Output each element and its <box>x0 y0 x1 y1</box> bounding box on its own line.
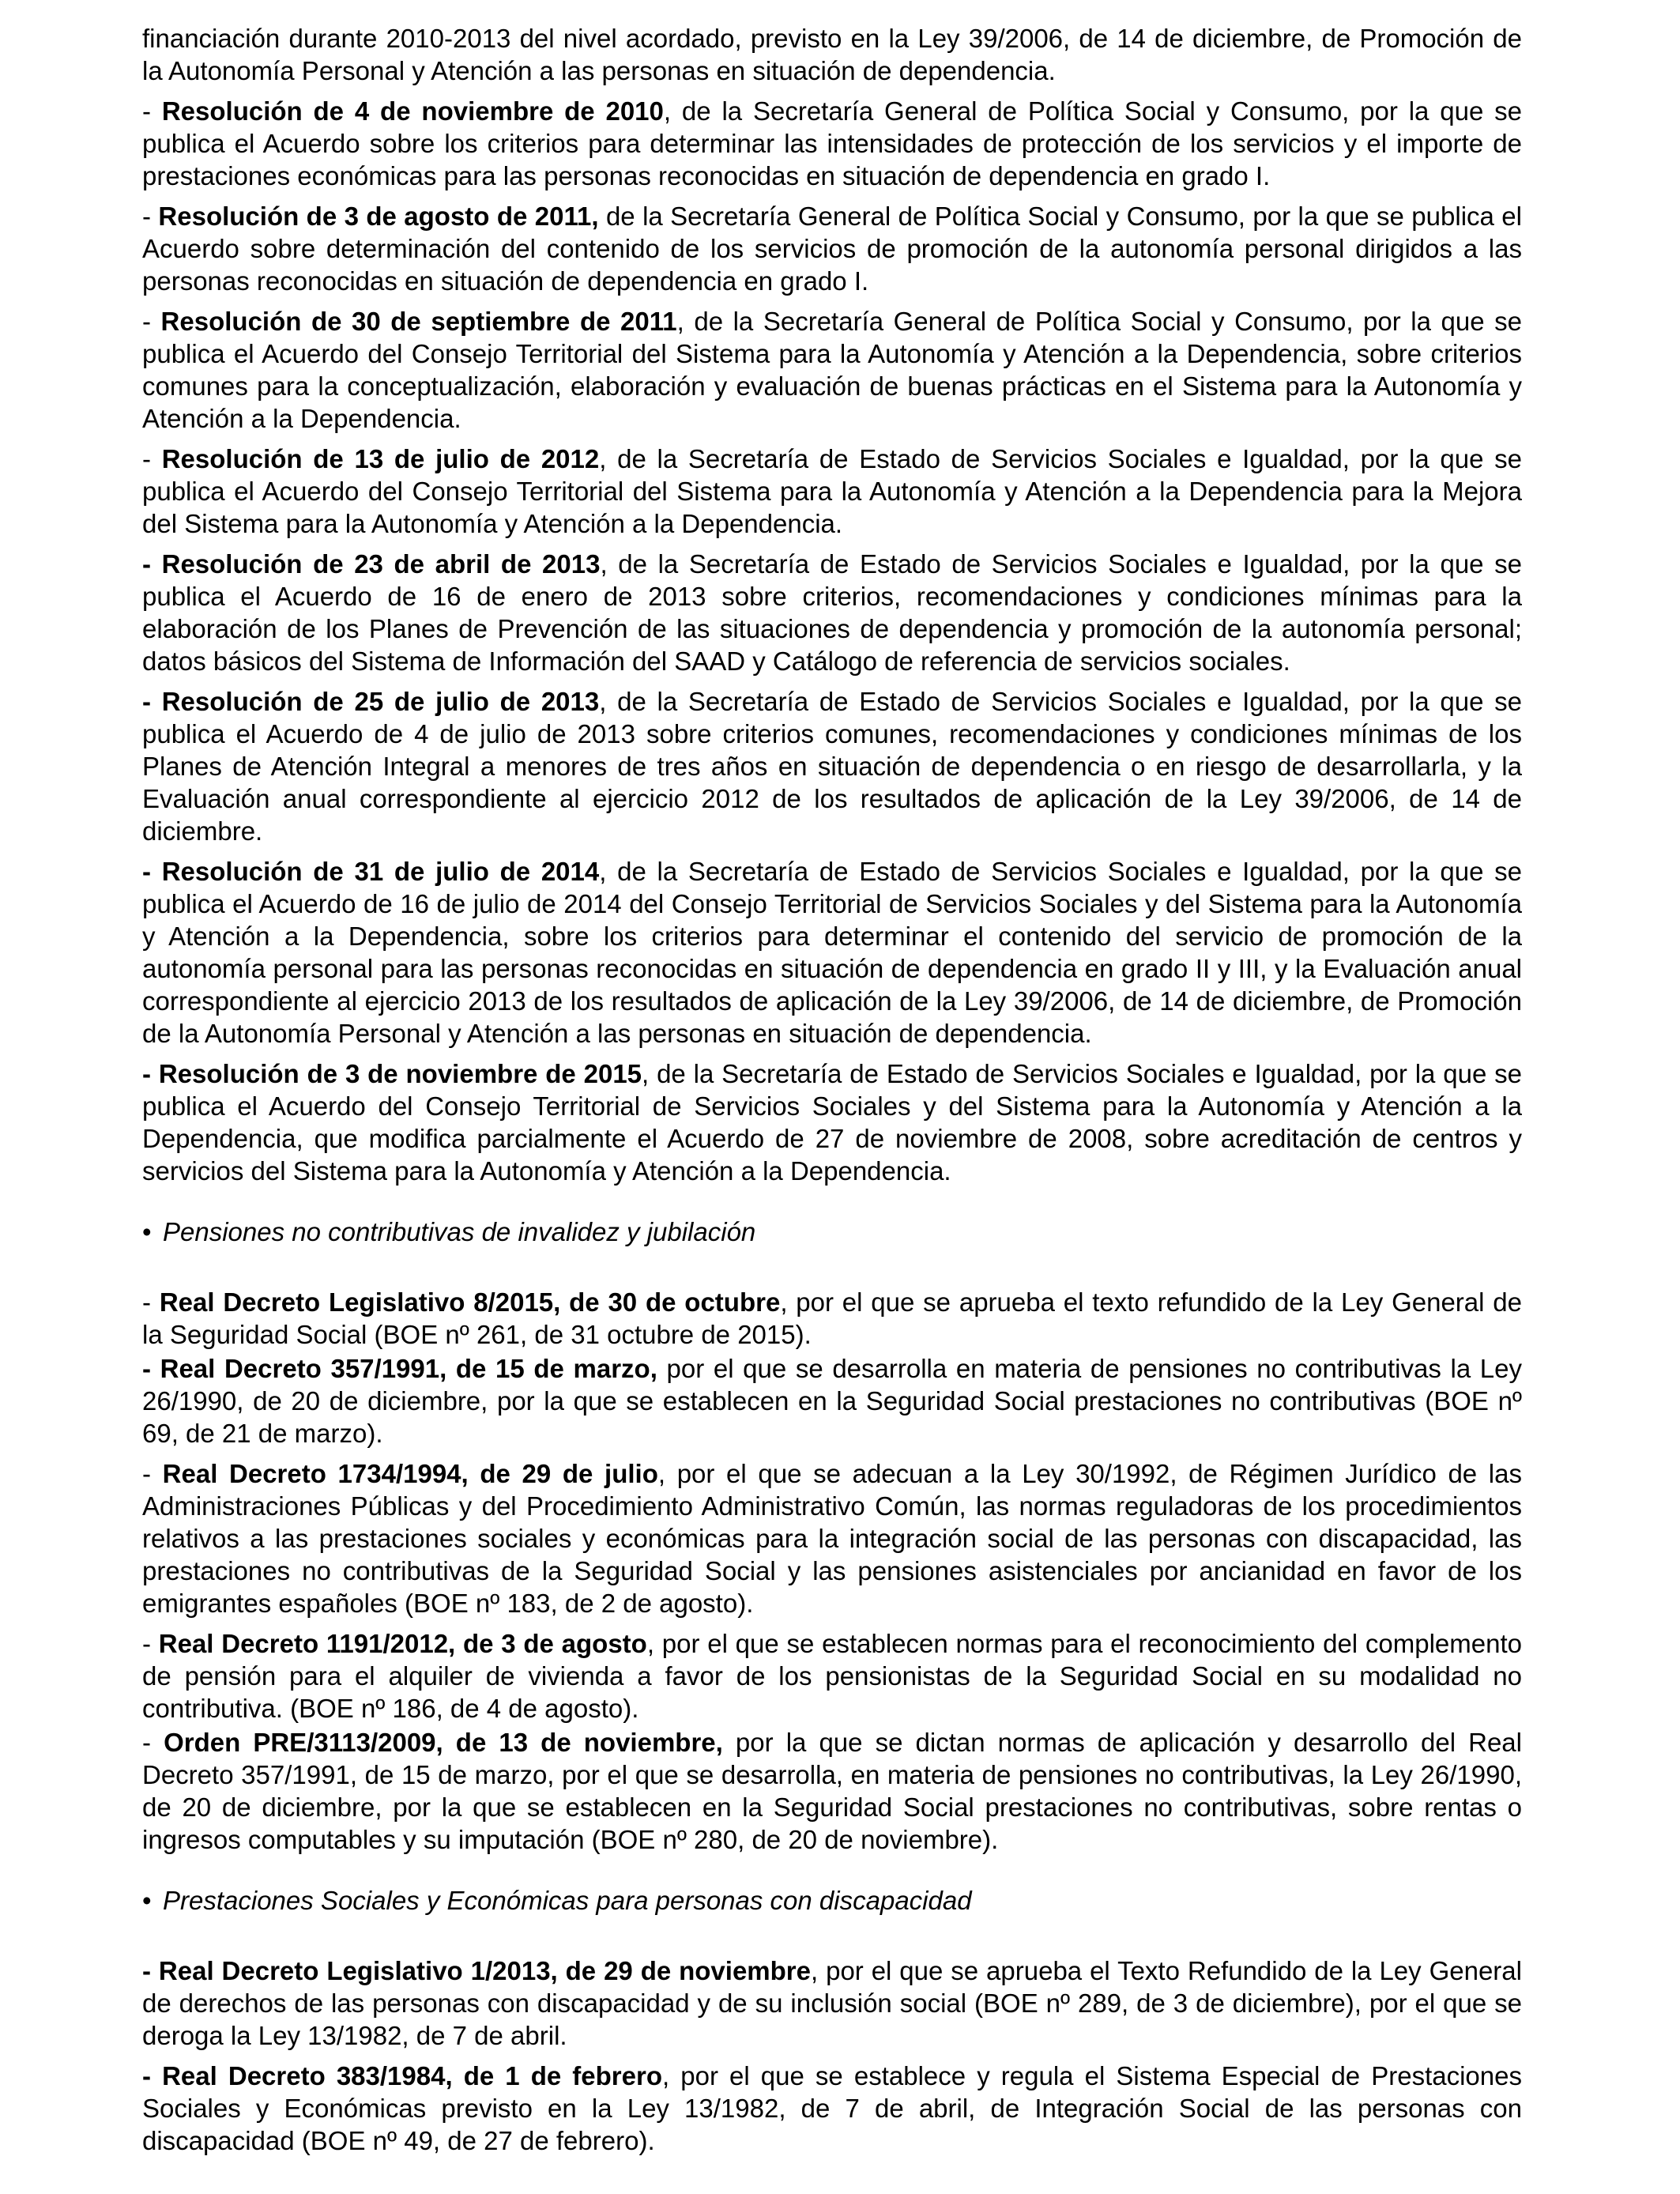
resolution-text: , de la Secretaría de Estado de Servicios Sociales e Igualdad, por la que se publica el Acuerdo de 16 de enero de 2013 sobre criterios, recomendaciones y condiciones mínimas para la elaboración de los Planes de Prevención de las situaciones de dependencia y promoción de la autonomía personal; datos básicos del Sistema de Información del SAAD y Catálogo de referencia de servicios sociales. <box>142 549 1522 676</box>
law-text: , por el que se aprueba el Texto Refundido de la Ley General de derechos de las personas con discapacidad y de su inclusión social (BOE nº 289, de 3 de diciembre), por el que se deroga la Ley 13/1982, de 7 de abril. <box>142 1956 1522 2050</box>
resolution-entry: - Resolución de 31 de julio de 2014, de la Secretaría de Estado de Servicios Sociales e Igualdad, por la que se publica el Acuerdo de 16 de julio de 2014 del Consejo Territorial de Servicios Sociales y del Sistema para la Autonomía y Atención a la Dependencia, sobre los criterios para determinar el contenido del servicio de promoción de la autonomía personal para las personas reconocidas en situación de dependencia en grado II y III, y la Evaluación anual correspondiente al ejercicio 2013 de los resultados de aplicación de la Ley 39/2006, de 14 de diciembre, de Promoción de la Autonomía Personal y Atención a las personas en situación de dependencia. <box>142 857 1523 1048</box>
law-title: Real Decreto Legislativo 1/2013, de 29 de noviembre <box>158 1956 811 1985</box>
law-entry: - Orden PRE/3113/2009, de 13 de noviembre, por la que se dictan normas de aplicación y desarrollo del Real Decreto 357/1991, de 15 de marzo, por el que se desarrolla, en materia de pensiones no contributivas, la Ley 26/1990, de 20 de diciembre, por la que se establecen en la Seguridad Social prestaciones no contributivas, sobre rentas o ingresos computables y su imputación (BOE nº 280, de 20 de noviembre). <box>142 1728 1522 1854</box>
law-entry: - Real Decreto Legislativo 8/2015, de 30 de octubre, por el que se aprueba el texto refundido de la Ley General de la Seguridad Social (BOE nº 261, de 31 octubre de 2015). <box>142 1287 1522 1349</box>
law-title: Real Decreto Legislativo 8/2015, de 30 de octubre <box>159 1287 781 1317</box>
section-heading-prestaciones <box>142 1884 1522 1917</box>
resolution-entry: - Resolución de 3 de agosto de 2011, de la Secretaría General de Política Social y Consumo, por la que se publica el Acuerdo sobre determinación del contenido de los servicios de promoción de la autonomía personal dirigidos a las personas reconocidas en situación de dependencia en grado I. <box>142 202 1522 296</box>
section-title: Pensiones no contributivas de invalidez y jubilación <box>163 1217 756 1246</box>
resolution-title: Resolución de 3 de noviembre de 2015 <box>158 1059 642 1088</box>
resolution-text: , de la Secretaría General de Política Social y Consumo, por la que se publica el Acuerdo sobre los criterios para determinar las intensidades de protección de los servicios y el importe de prestaciones económicas para las personas reconocidas en situación de dependencia en grado I. <box>142 96 1522 190</box>
resolution-text: de la Secretaría General de Política Social y Consumo, por la que se publica el Acuerdo sobre determinación del contenido de los servicios de promoción de la autonomía personal dirigidos a las personas reconocidas en situación de dependencia en grado I. <box>142 202 1522 296</box>
law-entry: - Real Decreto 1734/1994, de 29 de julio, por el que se adecuan a la Ley 30/1992, de Régimen Jurídico de las Administraciones Públicas y del Procedimiento Administrativo Común, las normas reguladoras de los procedimientos relativos a las prestaciones sociales y económicas para la integración social de las personas con discapacidad, las prestaciones no contributivas de la Seguridad Social y las pensiones asistenciales por ancianidad en favor de los emigrantes españoles (BOE nº 183, de 2 de agosto). <box>142 1459 1522 1618</box>
law-entry: - Real Decreto 357/1991, de 15 de marzo, por el que se desarrolla en materia de pensiones no contributivas la Ley 26/1990, de 20 de diciembre, por la que se establecen en la Seguridad Social prestaciones no contributivas (BOE nº 69, de 21 de marzo). <box>142 1354 1523 1448</box>
resolution-title: Resolución de 31 de julio de 2014 <box>161 857 600 886</box>
law-title: Orden PRE/3113/2009, de 13 de noviembre, <box>164 1728 723 1757</box>
resolution-title: Resolución de 30 de septiembre de 2011 <box>160 307 677 336</box>
resolution-entry: - Resolución de 13 de julio de 2012, de la Secretaría de Estado de Servicios Sociales e Igualdad, por la que se publica el Acuerdo del Consejo Territorial del Sistema para la Autonomía y Atención a la Dependencia para la Mejora del Sistema para la Autonomía y Atención a la Dependencia. <box>142 444 1523 538</box>
resolution-text: , de la Secretaría de Estado de Servicios Sociales e Igualdad, por la que se publica el Acuerdo del Consejo Territorial del Sistema para la Autonomía y Atención a la Dependencia para la Mejora del Sistema para la Autonomía y Atención a la Dependencia. <box>142 444 1523 538</box>
law-entry: - Real Decreto Legislativo 1/2013, de 29 de noviembre, por el que se aprueba el Texto Refundido de la Ley General de derechos de las personas con discapacidad y de su inclusión social (BOE nº 289, de 3 de diciembre), por el que se deroga la Ley 13/1982, de 7 de abril. <box>142 1956 1522 2050</box>
law-text: por la que se dictan normas de aplicación y desarrollo del Real Decreto 357/1991, de 15 de marzo, por el que se desarrolla, en materia de pensiones no contributivas, la Ley 26/1990, de 20 de diciembre, por la que se establecen en la Seguridad Social prestaciones no contributivas, sobre rentas o ingresos computables y su imputación (BOE nº 280, de 20 de noviembre). <box>142 1728 1522 1854</box>
bullet-icon: • <box>142 1886 152 1915</box>
resolution-entry: - Resolución de 4 de noviembre de 2010, de la Secretaría General de Política Social y Consumo, por la que se publica el Acuerdo sobre los criterios para determinar las intensidades de protección de los servicios y el importe de prestaciones económicas para las personas reconocidas en situación de dependencia en grado I. <box>142 96 1522 190</box>
resolution-entry: - Resolución de 3 de noviembre de 2015, de la Secretaría de Estado de Servicios Sociales e Igualdad, por la que se publica el Acuerdo del Consejo Territorial de Servicios Sociales y del Sistema para la Autonomía y Atención a la Dependencia, que modifica parcialmente el Acuerdo de 27 de noviembre de 2008, sobre acreditación de centros y servicios del Sistema para la Autonomía y Atención a la Dependencia. <box>142 1059 1523 1186</box>
law-title: Real Decreto 1734/1994, de 29 de julio <box>162 1459 658 1488</box>
resolution-entry: - Resolución de 23 de abril de 2013, de la Secretaría de Estado de Servicios Sociales e Igualdad, por la que se publica el Acuerdo de 16 de enero de 2013 sobre criterios, recomendaciones y condiciones mínimas para la elaboración de los Planes de Prevención de las situaciones de dependencia y promoción de la autonomía personal; datos básicos del Sistema de Información del SAAD y Catálogo de referencia de servicios sociales. <box>142 549 1522 676</box>
law-text: , por el que se establece y regula el Sistema Especial de Prestaciones Sociales y Económicas previsto en la Ley 13/1982, de 7 de abril, de Integración Social de las personas con discapacidad (BOE nº 49, de 27 de febrero). <box>142 2061 1522 2155</box>
resolution-title: Resolución de 13 de julio de 2012 <box>161 444 600 473</box>
law-entry: - Real Decreto 383/1984, de 1 de febrero, por el que se establece y regula el Sistema Especial de Prestaciones Sociales y Económicas previsto en la Ley 13/1982, de 7 de abril, de Integración Social de las personas con discapacidad (BOE nº 49, de 27 de febrero). <box>142 2061 1522 2155</box>
resolution-title: Resolución de 4 de noviembre de 2010 <box>161 96 664 126</box>
intro-paragraph: financiación durante 2010-2013 del nivel acordado, previsto en la Ley 39/2006, de 14 de diciembre, de Promoción de la Autonomía Personal y Atención a las personas en situación de dependencia. <box>142 24 1522 85</box>
section-title: Prestaciones Sociales y Económicas para personas con discapacidad <box>163 1886 972 1915</box>
resolution-entry: - Resolución de 30 de septiembre de 2011, de la Secretaría General de Política Social y Consumo, por la que se publica el Acuerdo del Consejo Territorial del Sistema para la Autonomía y Atención a la Dependencia, sobre criterios comunes para la conceptualización, elaboración y evaluación de buenas prácticas en el Sistema para la Autonomía y Atención a la Dependencia. <box>142 307 1522 433</box>
resolution-text: , de la Secretaría de Estado de Servicios Sociales e Igualdad, por la que se publica el Acuerdo del Consejo Territorial de Servicios Sociales y del Sistema para la Autonomía y Atención a la Dependencia, que modifica parcialmente el Acuerdo de 27 de noviembre de 2008, sobre acreditación de centros y servicios del Sistema para la Autonomía y Atención a la Dependencia. <box>142 1059 1523 1186</box>
resolution-title: Resolución de 25 de julio de 2013 <box>161 687 600 716</box>
law-entry: - Real Decreto 1191/2012, de 3 de agosto, por el que se establecen normas para el reconocimiento del complemento de pensión para el alquiler de vivienda a favor de los pensionistas de la Seguridad Social en su modalidad no contributiva. (BOE nº 186, de 4 de agosto). <box>142 1629 1522 1723</box>
resolution-entry: - Resolución de 25 de julio de 2013, de la Secretaría de Estado de Servicios Sociales e Igualdad, por la que se publica el Acuerdo de 4 de julio de 2013 sobre criterios comunes, recomendaciones y condiciones mínimas de los Planes de Atención Integral a menores de tres años en situación de dependencia o en riesgo de desarrollarla, y la Evaluación anual correspondiente al ejercicio 2012 de los resultados de aplicación de la Ley 39/2006, de 14 de diciembre. <box>142 687 1523 846</box>
resolution-title: Resolución de 3 de agosto de 2011, <box>158 202 599 231</box>
resolution-text: , de la Secretaría General de Política Social y Consumo, por la que se publica el Acuerdo del Consejo Territorial del Sistema para la Autonomía y Atención a la Dependencia, sobre criterios comunes para la conceptualización, elaboración y evaluación de buenas prácticas en el Sistema para la Autonomía y Atención a la Dependencia. <box>142 307 1522 433</box>
law-title: Real Decreto 383/1984, de 1 de febrero <box>162 2061 663 2090</box>
resolution-title: Resolución de 23 de abril de 2013 <box>161 549 601 579</box>
law-text: por el que se desarrolla en materia de pensiones no contributivas la Ley 26/1990, de 20 de diciembre, por la que se establecen en la Seguridad Social prestaciones no contributivas (BOE nº 69, de 21 de marzo). <box>142 1354 1523 1448</box>
law-title: Real Decreto 1191/2012, de 3 de agosto <box>158 1629 647 1658</box>
resolution-text: , de la Secretaría de Estado de Servicios Sociales e Igualdad, por la que se publica el Acuerdo de 4 de julio de 2013 sobre criterios comunes, recomendaciones y condiciones mínimas de los Planes de Atención Integral a menores de tres años en situación de dependencia o en riesgo de desarrollarla, y la Evaluación anual correspondiente al ejercicio 2012 de los resultados de aplicación de la Ley 39/2006, de 14 de diciembre. <box>142 687 1523 846</box>
law-title: Real Decreto 357/1991, de 15 de marzo, <box>160 1354 657 1383</box>
law-text: , por el que se establecen normas para el reconocimiento del complemento de pensión para el alquiler de vivienda a favor de los pensionistas de la Seguridad Social en su modalidad no contributiva. (BOE nº 186, de 4 de agosto). <box>142 1629 1522 1723</box>
document-page <box>142 22 1522 2165</box>
section-heading-pensiones <box>142 1216 1522 1248</box>
law-text: , por el que se adecuan a la Ley 30/1992, de Régimen Jurídico de las Administraciones Públicas y del Procedimiento Administrativo Común, las normas reguladoras de los procedimientos relativos a las prestaciones sociales y económicas para la integración social de las personas con discapacidad, las prestaciones no contributivas de la Seguridad Social y las pensiones asistenciales por ancianidad en favor de los emigrantes españoles (BOE nº 183, de 2 de agosto). <box>142 1459 1522 1618</box>
bullet-icon: • <box>142 1217 152 1246</box>
law-text: , por el que se aprueba el texto refundido de la Ley General de la Seguridad Social (BOE nº 261, de 31 octubre de 2015). <box>142 1287 1522 1349</box>
resolution-text: , de la Secretaría de Estado de Servicios Sociales e Igualdad, por la que se publica el Acuerdo de 16 de julio de 2014 del Consejo Territorial de Servicios Sociales y del Sistema para la Autonomía y Atención a la Dependencia, sobre los criterios para determinar el contenido del servicio de promoción de la autonomía personal para las personas reconocidas en situación de dependencia en grado II y III, y la Evaluación anual correspondiente al ejercicio 2013 de los resultados de aplicación de la Ley 39/2006, de 14 de diciembre, de Promoción de la Autonomía Personal y Atención a las personas en situación de dependencia. <box>142 857 1523 1048</box>
